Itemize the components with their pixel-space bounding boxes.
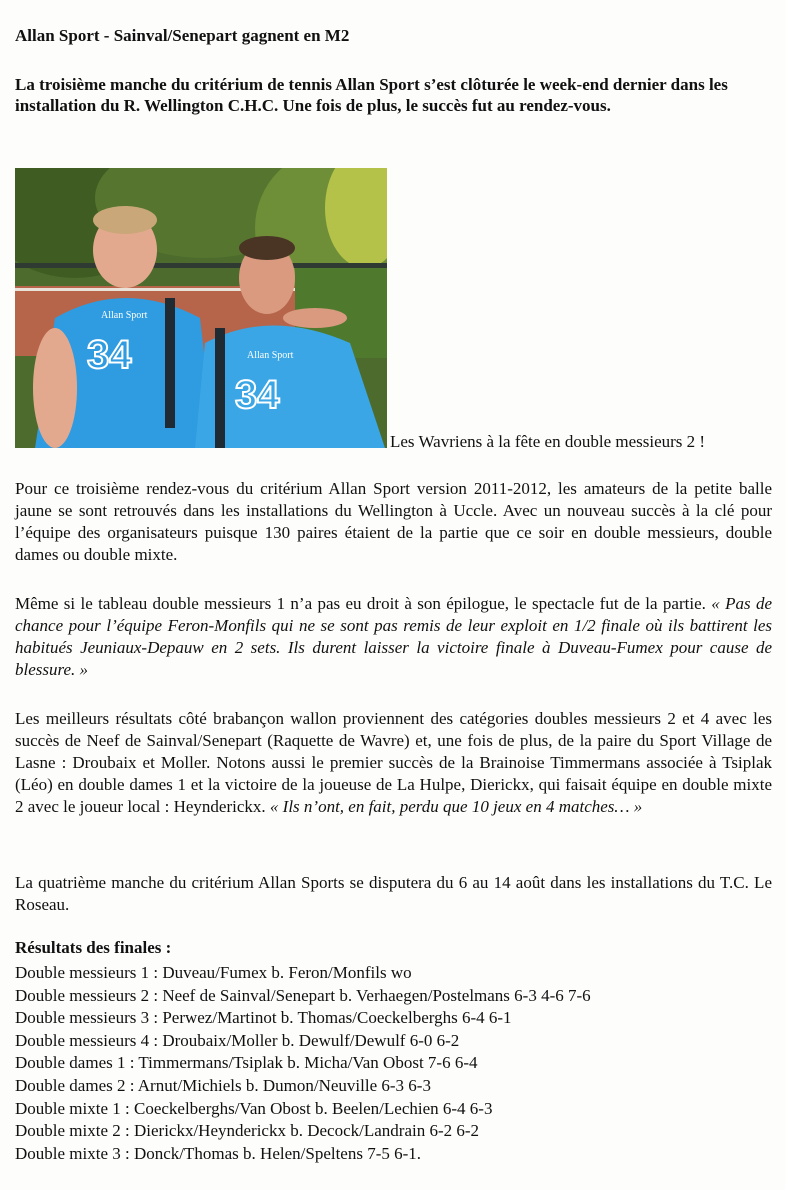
article-title: Allan Sport - Sainval/Senepart gagnent en M2	[15, 26, 350, 45]
shirt-brand-right: Allan Sport	[247, 350, 294, 361]
shirt-number-right: 34	[235, 373, 280, 417]
result-item: Double messieurs 4 : Droubaix/Moller b. Dewulf/Dewulf 6-0 6-2	[15, 1030, 460, 1050]
result-item: Double mixte 2 : Dierickx/Heynderickx b. Decock/Landrain 6-2 6-2	[15, 1121, 480, 1141]
paragraph-1: Pour ce troisième rendez-vous du critérium Allan Sport version 2011-2012, les amateurs de la petite balle jaune se sont retrouvés dans les installations du Wellington à Uccle. Avec un nouveau succès à la clé pour l’équipe des organisateurs puisque 130 paires étaient de la partie que ce soir en double messieurs, double dames ou double mixte.	[15, 479, 772, 564]
paragraph-2-quote: « Pas de chance pour l’équipe Feron-Monfils qui ne se sont pas remis de leur exploit en 1/2 finale où ils battirent les habitués Jeuniaux-Depauw en 2 sets. Ils durent laisser la victoire finale à Duveau-Fumex pour cause de blessure. »	[15, 594, 773, 679]
article-photo	[15, 168, 387, 448]
paragraph-2-text: Même si le tableau double messieurs 1 n’a pas eu droit à son épilogue, le spectacle fut de la partie.	[15, 594, 712, 613]
result-item: Double mixte 1 : Coeckelberghs/Van Obost b. Beelen/Lechien 6-4 6-3	[15, 1098, 493, 1118]
results-list	[15, 962, 591, 1165]
paragraph-3-text: Les meilleurs résultats côté brabançon wallon proviennent des catégories doubles messieurs 2 et 4 avec les succès de Neef de Sainval/Senepart (Raquette de Wavre) et, une fois de plus, de la paire du Sport Village de Lasne : Droubaix et Moller. Notons aussi le premier succès de la Brainoise Timmermans associée à Tsiplak (Léo) en double dames 1 et la victoire de la joueuse de La Hulpe, Dierickx, qui faisait équipe en double mixte 2 avec le joueur local : Heynderickx.	[15, 709, 772, 816]
paragraph-3	[15, 708, 772, 818]
result-item: Double messieurs 1 : Duveau/Fumex b. Feron/Monfils wo	[15, 963, 412, 982]
result-item: Double messieurs 3 : Perwez/Martinot b. Thomas/Coeckelberghs 6-4 6-1	[15, 1008, 512, 1028]
article-lead: La troisième manche du critérium de tennis Allan Sport s’est clôturée le week-end dernier dans les installation du R. Wellington C.H.C. Une fois de plus, le succès fut au rendez-vous.	[15, 75, 728, 115]
result-item: Double dames 2 : Arnut/Michiels b. Dumon/Neuville 6-3 6-3	[15, 1075, 431, 1095]
shirt-number-left: 34	[87, 333, 132, 377]
paragraph-4: La quatrième manche du critérium Allan Sports se disputera du 6 au 14 août dans les installations du T.C. Le Roseau.	[15, 873, 772, 914]
players-photo-illustration	[15, 168, 387, 448]
result-item: Double mixte 3 : Donck/Thomas b. Helen/Speltens 7-5 6-1.	[15, 1143, 422, 1163]
results-title: Résultats des finales :	[15, 938, 172, 957]
result-item: Double dames 1 : Timmermans/Tsiplak b. Micha/Van Obost 7-6 6-4	[15, 1053, 478, 1073]
result-item: Double messieurs 2 : Neef de Sainval/Senepart b. Verhaegen/Postelmans 6-3 4-6 7-6	[15, 985, 591, 1005]
shirt-brand-left: Allan Sport	[101, 310, 148, 321]
paragraph-2	[15, 593, 772, 681]
photo-caption: Les Wavriens à la fête en double messieurs 2 !	[390, 432, 706, 451]
paragraph-3-quote: « Ils n’ont, en fait, perdu que 10 jeux en 4 matches… »	[269, 797, 643, 816]
